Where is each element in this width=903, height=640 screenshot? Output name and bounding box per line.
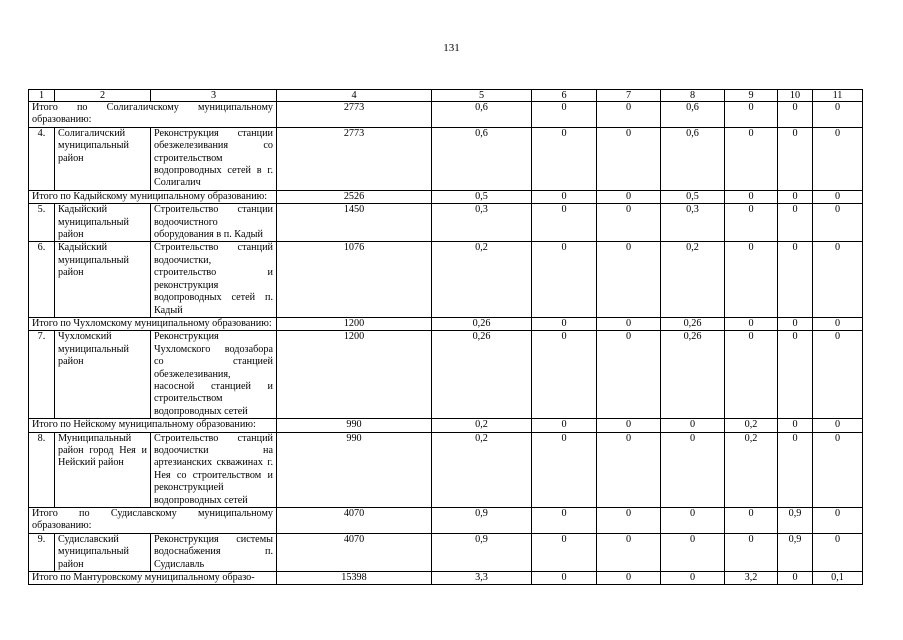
project-row [29, 242, 863, 317]
column-header: 9 [725, 90, 778, 102]
project-number: 7. [29, 331, 55, 419]
project-value: 0 [725, 127, 778, 190]
funding-table [28, 89, 863, 585]
project-value: 0 [778, 432, 813, 507]
district-name: Судиславский муниципальный район [55, 533, 151, 571]
column-header: 10 [778, 90, 813, 102]
project-value: 0,2 [432, 242, 532, 317]
project-value: 0,9 [432, 533, 532, 571]
project-row [29, 331, 863, 419]
subtotal-label: Итого по Нейскому муниципальному образованию: [29, 419, 277, 432]
project-value: 1200 [277, 331, 432, 419]
project-value: 0 [778, 127, 813, 190]
subtotal-value: 0 [597, 508, 661, 534]
project-value: 0 [661, 533, 725, 571]
project-value: 0,26 [432, 331, 532, 419]
project-value: 0 [778, 242, 813, 317]
header-row [29, 90, 863, 102]
subtotal-value: 0,2 [432, 419, 532, 432]
column-header: 8 [661, 90, 725, 102]
subtotal-value: 0 [597, 190, 661, 203]
project-description: Реконструкция системы водоснабжения п. Судиславль [151, 533, 277, 571]
subtotal-label: Итого по Кадыйскому муниципальному образованию: [29, 190, 277, 203]
project-number: 9. [29, 533, 55, 571]
project-value: 0 [813, 432, 863, 507]
column-header: 3 [151, 90, 277, 102]
subtotal-value: 0 [778, 419, 813, 432]
subtotal-value: 0 [725, 508, 778, 534]
subtotal-value: 0 [597, 317, 661, 330]
subtotal-value: 0,2 [725, 419, 778, 432]
project-value: 0 [725, 533, 778, 571]
district-name: Кадыйский муниципальный район [55, 242, 151, 317]
subtotal-value: 0 [597, 572, 661, 585]
project-value: 0,26 [661, 331, 725, 419]
subtotal-value: 0 [813, 317, 863, 330]
subtotal-value: 0 [532, 317, 597, 330]
project-value: 0,2 [725, 432, 778, 507]
subtotal-label: Итого по Судиславскому муниципальному образованию: [29, 508, 277, 534]
project-value: 0 [725, 242, 778, 317]
district-name: Муниципальный район город Нея и Нейский район [55, 432, 151, 507]
subtotal-value: 2526 [277, 190, 432, 203]
project-value: 990 [277, 432, 432, 507]
project-value: 0,9 [778, 533, 813, 571]
project-value: 0 [661, 432, 725, 507]
subtotal-value: 0,6 [432, 102, 532, 128]
project-description: Реконструкция станции обезжелезивания со строительством водопроводных сетей в г. Солигалич [151, 127, 277, 190]
project-number: 6. [29, 242, 55, 317]
subtotal-value: 0 [725, 317, 778, 330]
subtotal-value: 0 [532, 508, 597, 534]
subtotal-value: 0 [532, 102, 597, 128]
project-value: 0 [532, 204, 597, 242]
subtotal-value: 0,26 [661, 317, 725, 330]
subtotal-value: 2773 [277, 102, 432, 128]
project-description: Реконструкция Чухломского водозабора со станцией обезжелезивания, насосной станцией и строительством водопроводных сетей [151, 331, 277, 419]
subtotal-value: 3,3 [432, 572, 532, 585]
project-value: 0 [532, 242, 597, 317]
project-value: 0,6 [661, 127, 725, 190]
column-header: 6 [532, 90, 597, 102]
subtotal-value: 0 [725, 102, 778, 128]
subtotal-value: 3,2 [725, 572, 778, 585]
project-value: 0 [597, 432, 661, 507]
subtotal-value: 0 [725, 190, 778, 203]
column-header: 1 [29, 90, 55, 102]
subtotal-value: 0,1 [813, 572, 863, 585]
subtotal-value: 990 [277, 419, 432, 432]
subtotal-value: 0 [661, 508, 725, 534]
project-value: 0 [597, 331, 661, 419]
subtotal-value: 0,5 [432, 190, 532, 203]
subtotal-label: Итого по Солигаличскому муниципальному образованию: [29, 102, 277, 128]
subtotal-value: 0 [532, 419, 597, 432]
project-value: 0 [597, 242, 661, 317]
subtotal-value: 0 [813, 190, 863, 203]
page-number: 131 [443, 42, 460, 54]
district-name: Чухломский муниципальный район [55, 331, 151, 419]
project-row [29, 533, 863, 571]
project-value: 0 [532, 432, 597, 507]
subtotal-value: 0,9 [778, 508, 813, 534]
subtotal-row [29, 190, 863, 203]
project-value: 0 [532, 331, 597, 419]
project-value: 0 [597, 533, 661, 571]
project-value: 1450 [277, 204, 432, 242]
project-value: 0 [532, 127, 597, 190]
project-value: 0 [532, 533, 597, 571]
subtotal-value: 0 [597, 102, 661, 128]
subtotal-row [29, 102, 863, 128]
subtotal-value: 0 [661, 419, 725, 432]
project-row [29, 204, 863, 242]
subtotal-value: 0 [778, 190, 813, 203]
project-row [29, 432, 863, 507]
project-description: Строительство станции водоочистного оборудования в п. Кадый [151, 204, 277, 242]
project-value: 0,3 [661, 204, 725, 242]
project-value: 0 [725, 204, 778, 242]
subtotal-row [29, 317, 863, 330]
column-header: 4 [277, 90, 432, 102]
project-value: 0 [813, 204, 863, 242]
project-description: Строительство станций водоочистки, строительство и реконструкция водопроводных сетей п. Кадый [151, 242, 277, 317]
subtotal-label: Итого по Чухломскому муниципальному образованию: [29, 317, 277, 330]
subtotal-value: 1200 [277, 317, 432, 330]
subtotal-row [29, 508, 863, 534]
subtotal-value: 15398 [277, 572, 432, 585]
project-value: 4070 [277, 533, 432, 571]
project-value: 0,2 [432, 432, 532, 507]
project-number: 4. [29, 127, 55, 190]
subtotal-value: 0 [813, 419, 863, 432]
subtotal-value: 4070 [277, 508, 432, 534]
project-value: 1076 [277, 242, 432, 317]
subtotal-value: 0 [778, 317, 813, 330]
project-value: 0 [813, 242, 863, 317]
project-value: 0 [778, 331, 813, 419]
project-value: 0 [778, 204, 813, 242]
subtotal-value: 0 [813, 508, 863, 534]
project-value: 0 [813, 331, 863, 419]
table-body [29, 90, 863, 585]
district-name: Солигаличский муниципальный район [55, 127, 151, 190]
project-value: 0 [597, 127, 661, 190]
subtotal-value: 0 [532, 572, 597, 585]
column-header: 5 [432, 90, 532, 102]
subtotal-label: Итого по Мантуровскому муниципальному образо- [29, 572, 277, 585]
subtotal-value: 0,5 [661, 190, 725, 203]
project-value: 0 [597, 204, 661, 242]
project-number: 5. [29, 204, 55, 242]
project-value: 0,3 [432, 204, 532, 242]
subtotal-value: 0 [661, 572, 725, 585]
subtotal-value: 0 [813, 102, 863, 128]
subtotal-value: 0,9 [432, 508, 532, 534]
project-value: 2773 [277, 127, 432, 190]
project-number: 8. [29, 432, 55, 507]
subtotal-value: 0 [778, 102, 813, 128]
project-value: 0 [725, 331, 778, 419]
project-row [29, 127, 863, 190]
subtotal-value: 0 [532, 190, 597, 203]
column-header: 7 [597, 90, 661, 102]
project-description: Строительство станций водоочистки на артезианских скважинах г. Нея со строительством и реконструкцией водопроводных сетей [151, 432, 277, 507]
district-name: Кадыйский муниципальный район [55, 204, 151, 242]
subtotal-row [29, 572, 863, 585]
column-header: 2 [55, 90, 151, 102]
subtotal-value: 0 [778, 572, 813, 585]
project-value: 0,6 [432, 127, 532, 190]
subtotal-value: 0 [597, 419, 661, 432]
project-value: 0 [813, 127, 863, 190]
subtotal-row [29, 419, 863, 432]
project-value: 0,2 [661, 242, 725, 317]
column-header: 11 [813, 90, 863, 102]
subtotal-value: 0,6 [661, 102, 725, 128]
subtotal-value: 0,26 [432, 317, 532, 330]
project-value: 0 [813, 533, 863, 571]
